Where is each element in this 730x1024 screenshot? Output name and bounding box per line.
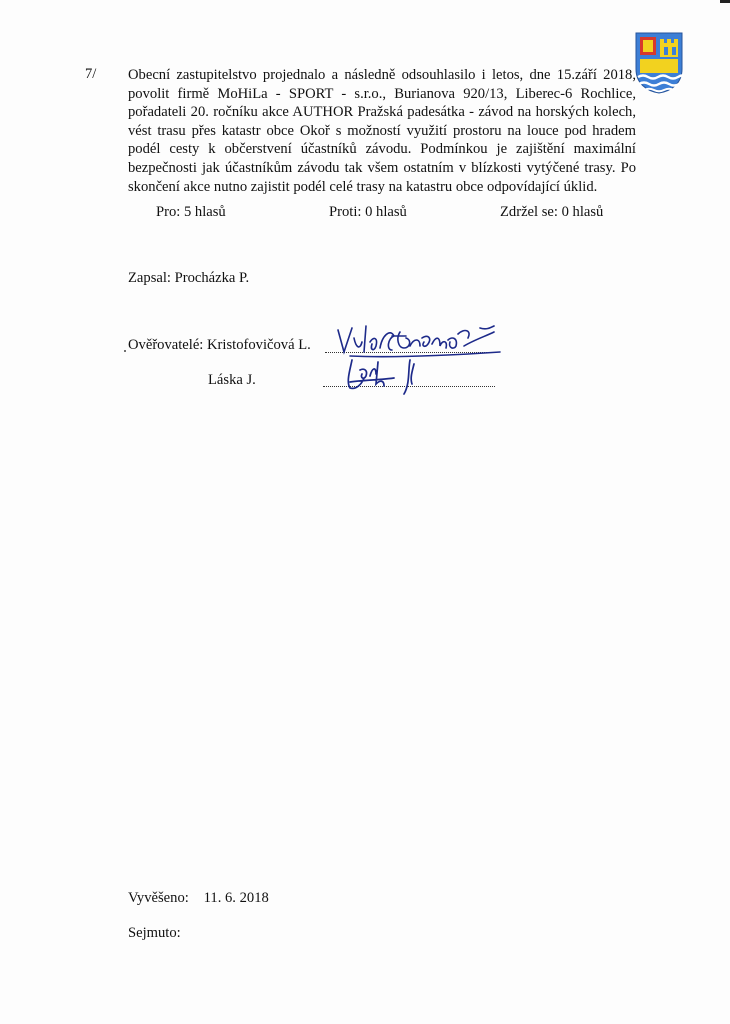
posted-label: Vyvěšeno:	[128, 890, 189, 906]
resolution-number: 7/	[85, 66, 97, 82]
removed-date-line	[128, 925, 181, 942]
signature-second	[338, 352, 438, 398]
posted-date: 11. 6. 2018	[203, 890, 269, 906]
posted-date-line	[128, 890, 269, 907]
resolution-text: Obecní zastupitelstvo projednalo a následně odsouhlasilo i letos, dne 15.září 2018, povolit firmě MoHiLa - SPORT - s.r.o., Burianova 920/13, Liberec-6 Rochlice, pořadateli 20. ročníku akce AUTHOR Pražská padesátka - závod na horských kolech, vést trasu přes katastr obce Okoř s možností využití prostoru na louce pod hradem podél cesty k občerstvení účastníků závodu. Podmínkou je zajištění maximální bezpečnosti jak účastníkům závodu tak všem ostatním v blízkosti vytýčené trasy. Po skončení akce nutno zajistit podél celé trasy na katastru obce odpovídající úklid.	[128, 67, 636, 195]
municipal-crest-icon	[634, 31, 684, 95]
vote-results	[0, 204, 730, 224]
verifier-second: Láska J.	[208, 372, 256, 388]
votes-for: Pro: 5 hlasů	[156, 204, 226, 220]
verifier-first: Ověřovatelé: Kristofovičová L.	[128, 337, 311, 353]
recorded-by: Zapsal: Procházka P.	[128, 270, 250, 286]
votes-abstain: Zdržel se: 0 hlasů	[500, 204, 604, 220]
scan-corner-mark	[720, 0, 730, 3]
removed-label: Sejmuto:	[128, 925, 181, 941]
scan-speck	[124, 350, 126, 352]
votes-against: Proti: 0 hlasů	[329, 204, 407, 220]
